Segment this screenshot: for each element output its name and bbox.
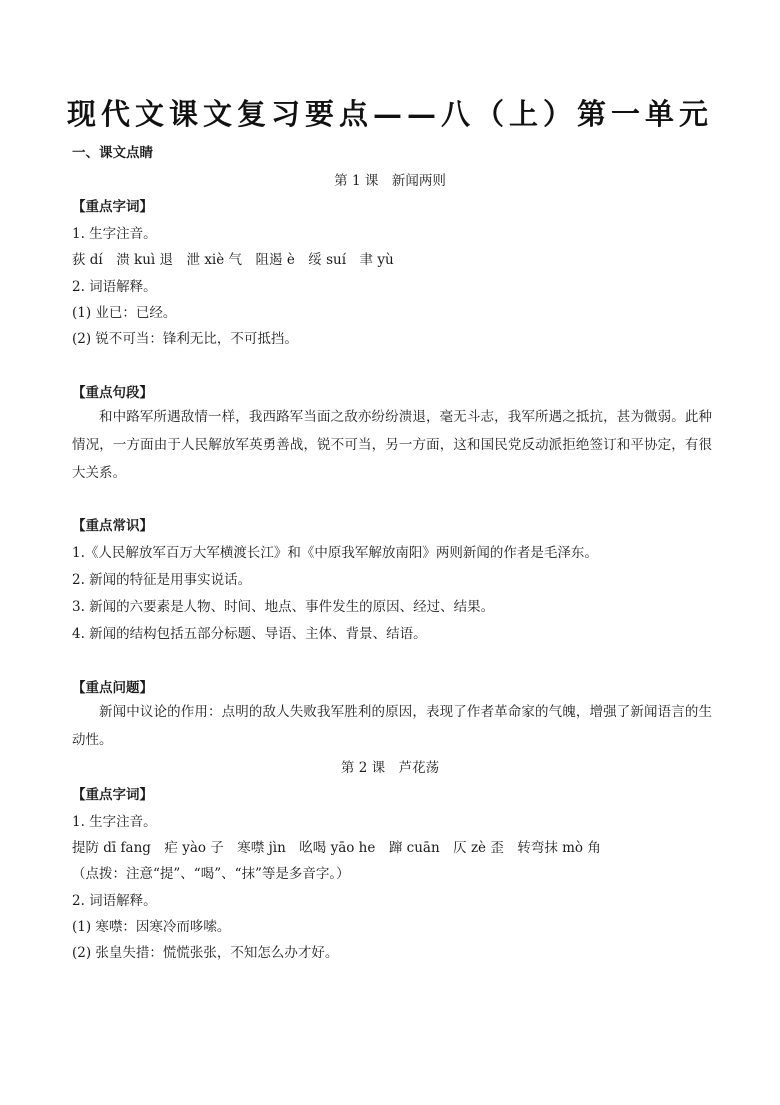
lesson2-pron-label: 1. 生字注音。	[72, 814, 157, 830]
lesson1-knowledge-2: 2. 新闻的特征是用事实说话。	[72, 572, 252, 588]
lesson2-explain-label: 2. 词语解释。	[72, 893, 157, 909]
lesson1-questions-heading: 【重点问题】	[72, 680, 153, 696]
lesson1-pron-line: 荻 dí 溃 kuì 退 泄 xiè 气 阻遏 è 绥 suí 聿 yù	[72, 252, 394, 268]
lesson1-knowledge-4: 4. 新闻的结构包括五部分标题、导语、主体、背景、结语。	[72, 626, 427, 642]
lesson1-explain-label: 2. 词语解释。	[72, 279, 157, 295]
lesson1-explain-1: (1) 业已：已经。	[72, 305, 177, 321]
lesson2-explain-2: (2) 张皇失措：慌慌张张，不知怎么办才好。	[72, 945, 339, 961]
lesson2-pron-line: 提防 dī fang 疟 yào 子 寒噤 jìn 吆喝 yāo he 蹿 cuān 仄 zè 歪 转弯抹 mò 角	[72, 840, 601, 856]
lesson1-knowledge-1: 1.《人民解放军百万大军横渡长江》和《中原我军解放南阳》两则新闻的作者是毛泽东。	[72, 545, 598, 561]
section-heading: 一、课文点睛	[72, 145, 153, 161]
lesson1-sentences-heading: 【重点句段】	[72, 385, 153, 401]
lesson2-words-heading: 【重点字词】	[72, 787, 153, 803]
lesson1-explain-2: (2) 锐不可当：锋利无比，不可抵挡。	[72, 331, 298, 347]
lesson1-sentence-paragraph: 和中路军所遇敌情一样，我西路军当面之敌亦纷纷溃退，毫无斗志，我军所遇之抵抗，甚为微弱。此种情况，一方面由于人民解放军英勇善战，锐不可当，另一方面，这和国民党反动派拒绝签订和平协定，有很大关系。	[72, 409, 712, 481]
lesson2-pron-note: （点拨：注意“提”、“喝”、“抹”等是多音字。）	[72, 866, 350, 882]
lesson2-explain-1: (1) 寒噤：因寒冷而哆嗦。	[72, 919, 231, 935]
lesson1-title: 第 1 课 新闻两则	[334, 173, 446, 189]
page-title: 现代文课文复习要点——八（上）第一单元	[66, 97, 713, 131]
lesson1-question-paragraph: 新闻中议论的作用：点明的敌人失败我军胜利的原因，表现了作者革命家的气魄，增强了新闻语言的生动性。	[72, 704, 712, 748]
lesson1-knowledge-3: 3. 新闻的六要素是人物、时间、地点、事件发生的原因、经过、结果。	[72, 599, 495, 615]
lesson1-pron-label: 1. 生字注音。	[72, 226, 157, 242]
lesson1-knowledge-heading: 【重点常识】	[72, 518, 153, 534]
lesson1-words-heading: 【重点字词】	[72, 199, 153, 215]
lesson2-title: 第 2 课 芦花荡	[340, 760, 440, 776]
